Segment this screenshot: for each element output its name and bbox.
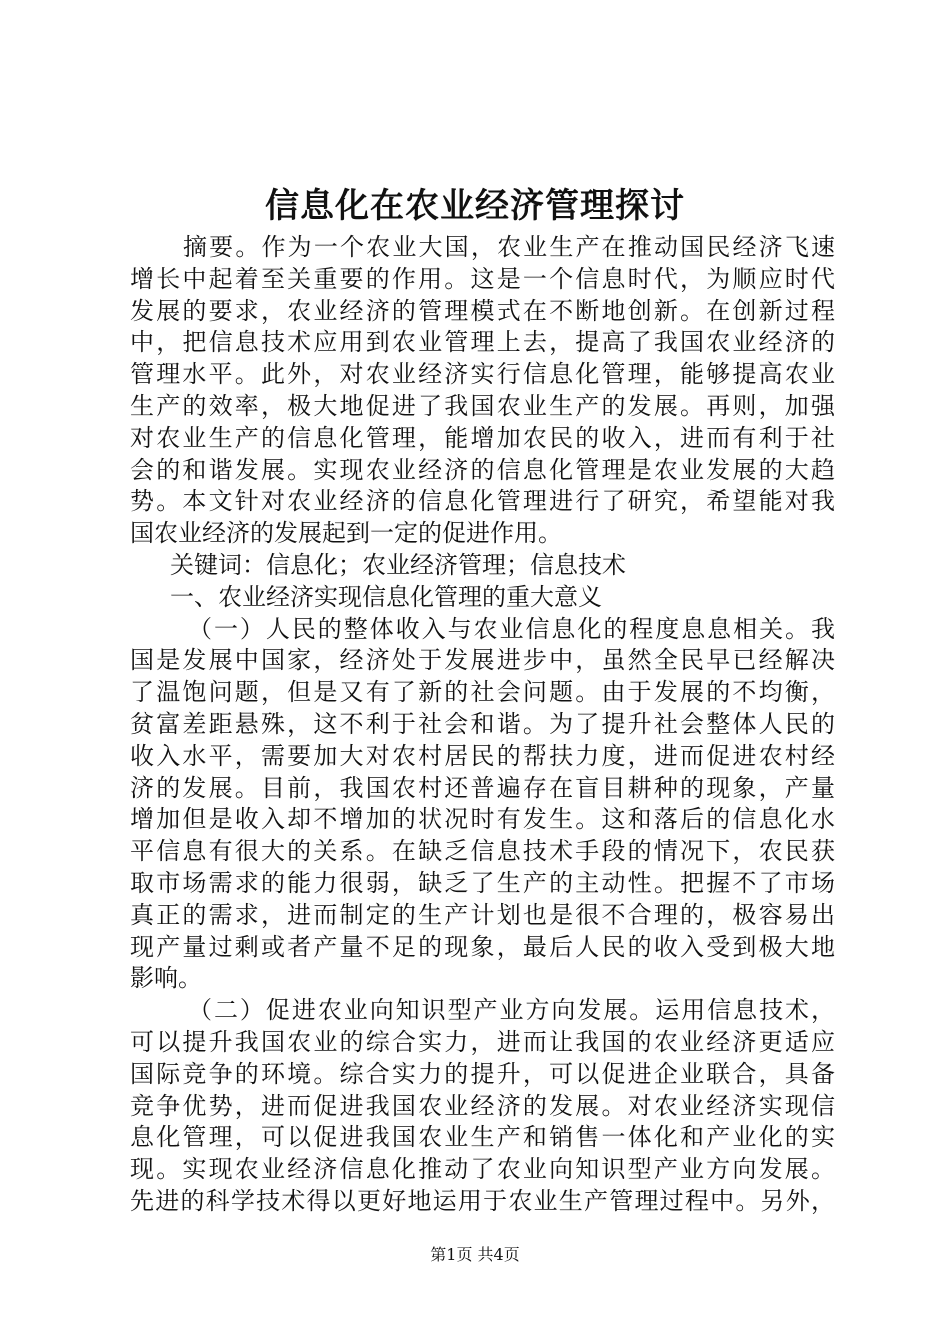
paragraph-line: 现。实现农业经济信息化推动了农业向知识型产业方向发展。 [130, 1155, 835, 1184]
paragraph-line: 可以提升我国农业的综合实力，进而让我国的农业经济更适应 [130, 1027, 835, 1056]
paragraph-line: 影响。 [130, 964, 202, 993]
paragraph-line: 真正的需求，进而制定的生产计划也是很不合理的，极容易出 [130, 900, 835, 929]
paragraph-line: 中，把信息技术应用到农业管理上去，提高了我国农业经济的 [130, 328, 835, 357]
section-heading: 一、农业经济实现信息化管理的重大意义 [170, 582, 602, 611]
paragraph-line: （二）促进农业向知识型产业方向发展。运用信息技术， [188, 996, 835, 1025]
document-title: 信息化在农业经济管理探讨 [265, 186, 685, 226]
page-footer: 第1页 共4页 [430, 1245, 520, 1264]
paragraph-line: 发展的要求，农业经济的管理模式在不断地创新。在创新过程 [130, 296, 835, 325]
paragraph-line: 势。本文针对农业经济的信息化管理进行了研究，希望能对我 [130, 487, 835, 516]
paragraph-line: 生产的效率，极大地促进了我国农业生产的发展。再则，加强 [130, 391, 835, 420]
paragraph-line: 国农业经济的发展起到一定的促进作用。 [130, 519, 562, 548]
paragraph-line: 增加但是收入却不增加的状况时有发生。这和落后的信息化水 [130, 805, 835, 834]
paragraph-line: 取市场需求的能力很弱，缺乏了生产的主动性。把握不了市场 [130, 868, 835, 897]
paragraph-line: 济的发展。目前，我国农村还普遍存在盲目耕种的现象，产量 [130, 773, 835, 802]
paragraph-line: 会的和谐发展。实现农业经济的信息化管理是农业发展的大趋 [130, 455, 835, 484]
paragraph-line: 摘要。作为一个农业大国，农业生产在推动国民经济飞速 [183, 233, 835, 261]
paragraph-line: 管理水平。此外，对农业经济实行信息化管理，能够提高农业 [130, 360, 835, 389]
paragraph-line: 国际竞争的环境。综合实力的提升，可以促进企业联合，具备 [130, 1059, 835, 1088]
paragraph-line: 先进的科学技术得以更好地运用于农业生产管理过程中。另外， [130, 1186, 835, 1215]
paragraph-line: 现产量过剩或者产量不足的现象，最后人民的收入受到极大地 [130, 932, 835, 961]
paragraph-line: （一）人民的整体收入与农业信息化的程度息息相关。我 [188, 614, 835, 643]
paragraph-line: 对农业生产的信息化管理，能增加农民的收入，进而有利于社 [130, 423, 835, 452]
paragraph-line: 了温饱问题，但是又有了新的社会问题。由于发展的不均衡， [130, 678, 835, 707]
paragraph-line: 贫富差距悬殊，这不利于社会和谐。为了提升社会整体人民的 [130, 709, 835, 738]
keywords-line: 关键词：信息化；农业经济管理；信息技术 [170, 550, 626, 579]
paragraph-line: 收入水平，需要加大对农村居民的帮扶力度，进而促进农村经 [130, 741, 835, 770]
paragraph-line: 竞争优势，进而促进我国农业经济的发展。对农业经济实现信 [130, 1091, 835, 1120]
document-body [130, 232, 835, 1218]
paragraph-line: 平信息有很大的关系。在缺乏信息技术手段的情况下，农民获 [130, 837, 835, 866]
paragraph-line: 国是发展中国家，经济处于发展进步中，虽然全民早已经解决 [130, 646, 835, 675]
paragraph-line: 增长中起着至关重要的作用。这是一个信息时代，为顺应时代 [130, 264, 835, 293]
paragraph-line: 息化管理，可以促进我国农业生产和销售一体化和产业化的实 [130, 1123, 835, 1152]
